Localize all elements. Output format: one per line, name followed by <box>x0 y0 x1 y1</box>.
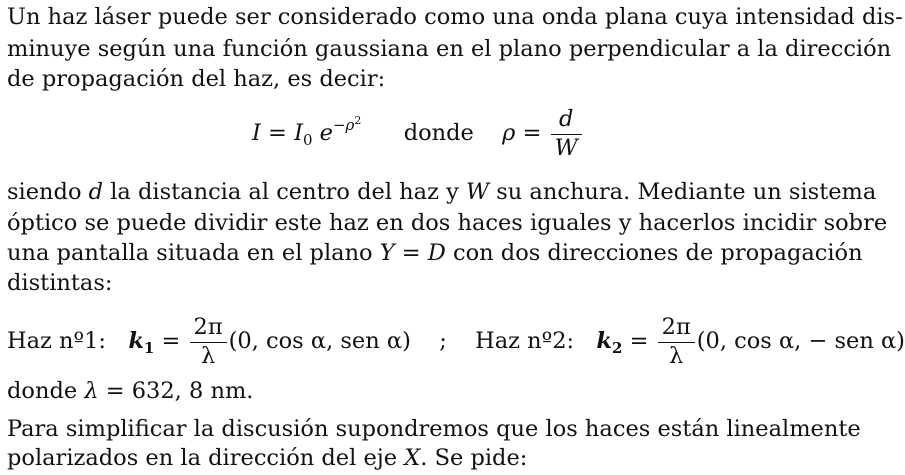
i0-subscript: 0 <box>302 131 313 150</box>
exponential-base: e <box>319 120 333 147</box>
beam2-equals: = <box>629 328 649 355</box>
rho-symbol: ρ <box>502 120 516 147</box>
d-symbol: d <box>88 179 104 205</box>
d-over-w-fraction <box>551 108 582 160</box>
equals-sign: = <box>268 120 287 147</box>
paragraph1-line1: Un haz láser puede ser considerado como una onda plana cuya intensidad dis- <box>7 4 903 30</box>
wavelength-line <box>7 380 253 403</box>
beam1-vector: (0, cos α, sen α) <box>228 328 411 355</box>
text-segment: siendo <box>7 179 89 205</box>
beam1-equals: = <box>161 328 181 355</box>
text-segment: polarizados en la dirección del eje <box>7 445 405 471</box>
text-segment: con dos direcciones de propagación <box>445 240 863 266</box>
exponent: −ρ <box>332 116 355 135</box>
text-segment: su anchura. Mediante un sistema <box>489 179 877 205</box>
intensity-symbol: I <box>252 120 261 147</box>
x-symbol: X <box>404 445 421 471</box>
text-segment: la distancia al centro del haz y <box>103 179 466 205</box>
paragraph2-line1 <box>7 179 877 205</box>
beam2-denominator: λ <box>658 342 695 369</box>
separator: ; <box>439 328 447 355</box>
exponent-power: 2 <box>354 114 362 128</box>
beam1-numerator: 2π <box>193 314 223 340</box>
w-symbol: W <box>465 179 490 205</box>
beam1-fraction <box>190 316 227 368</box>
beam1-denominator: λ <box>190 342 227 369</box>
text-segment: donde <box>7 378 85 404</box>
d-plane-symbol: D <box>427 240 446 266</box>
text-segment: una pantalla situada en el plano <box>7 240 380 266</box>
k2-symbol: k <box>596 328 613 355</box>
k2-subscript: 2 <box>612 339 623 358</box>
beam2-label: Haz nº2: <box>475 328 575 355</box>
beam2-vector: (0, cos α, − sen α) <box>696 328 905 355</box>
y-symbol: Y <box>379 240 395 266</box>
beam2-numerator: 2π <box>661 314 691 340</box>
fraction-denominator: W <box>551 134 582 161</box>
equals-sign-2: = <box>522 120 542 147</box>
text-segment: . Se pide: <box>420 445 528 471</box>
beam2-fraction <box>658 316 695 368</box>
donde-word: donde <box>403 120 474 147</box>
k1-symbol: k <box>128 328 144 355</box>
paragraph2-line3 <box>7 240 863 266</box>
paragraph2-line4: distintas: <box>7 270 113 296</box>
k1-subscript: 1 <box>143 339 155 358</box>
equals-sign: = <box>394 240 428 266</box>
paragraph3-line2 <box>7 447 527 470</box>
paragraph2-line2: óptico se puede dividir este haz en dos haces iguales y hacerlos incidir sobre <box>7 210 888 236</box>
paragraph1-line2: minuye según una función gaussiana en el plano perpendicular a la dirección <box>7 36 892 62</box>
wavelength-value: = 632, 8 nm. <box>98 378 254 404</box>
beams-equation <box>7 316 905 368</box>
paragraph3-line1: Para simplificar la discusión supondremos que los haces están linealmente <box>7 416 861 442</box>
paragraph1-line3: de propagación del haz, es decir: <box>7 66 386 92</box>
fraction-numerator: d <box>558 106 574 132</box>
lambda-symbol: λ <box>84 378 99 404</box>
intensity-equation <box>252 108 584 160</box>
i0-symbol: I <box>294 120 303 147</box>
beam1-label: Haz nº1: <box>7 328 107 355</box>
